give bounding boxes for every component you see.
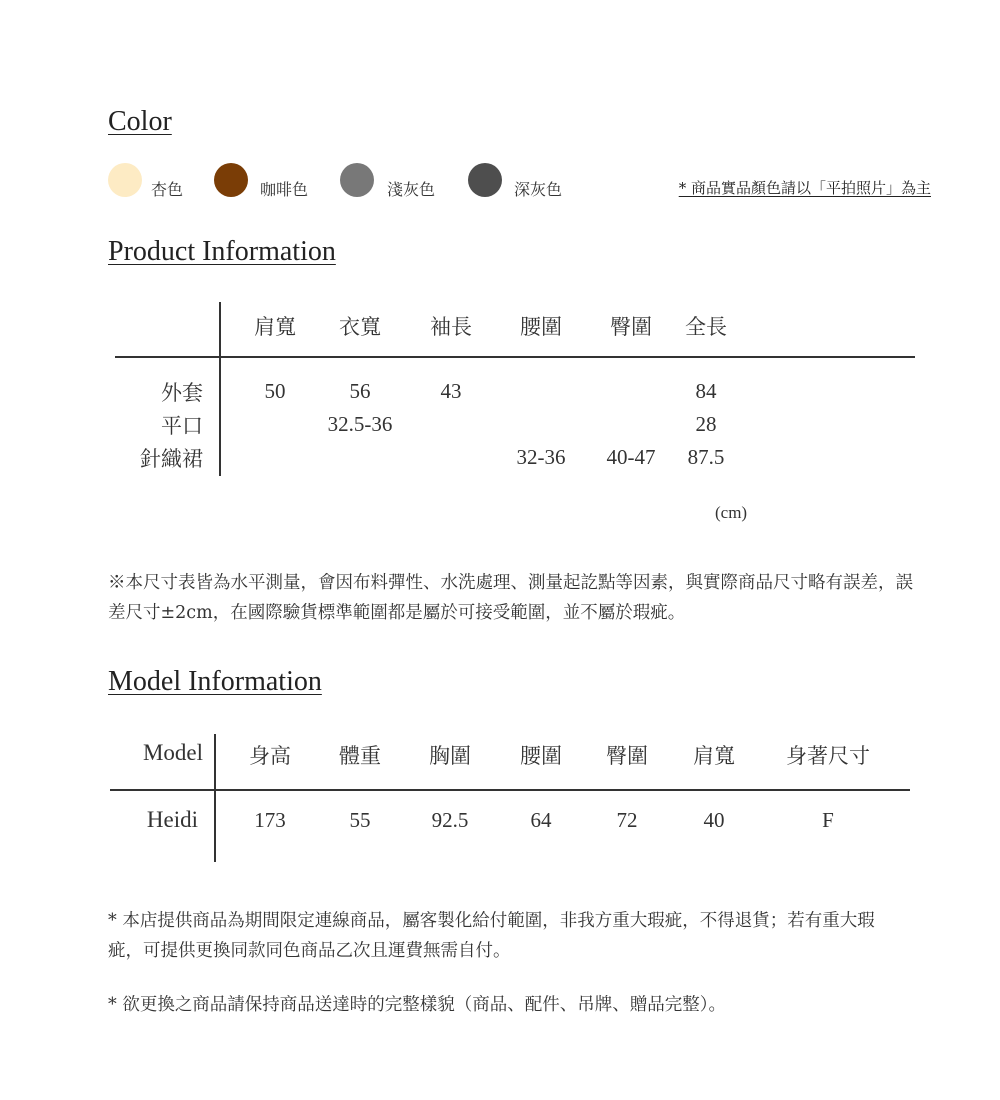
model-info-title: Model Information [108, 666, 322, 697]
table-cell: 50 [264, 379, 286, 403]
table-cell: 28 [695, 412, 717, 436]
row-label-jacket: 外套 [161, 381, 203, 405]
row-label-knit-skirt: 針織裙 [140, 447, 203, 471]
row-label-tube-top: 平口 [161, 414, 203, 438]
col-header-shoulder: 肩寬 [254, 315, 296, 339]
table-cell: 55 [349, 808, 371, 832]
table-cell: 43 [440, 379, 462, 403]
color-title: Color [108, 106, 172, 137]
measurement-note: ※本尺寸表皆為水平測量，會因布料彈性、水洗處理、測量起訖點等因素，與實際商品尺寸略有誤差，誤差尺寸±2cm，在國際驗貨標準範圍都是屬於可接受範圍，並不屬於瑕疵。 [108, 573, 913, 623]
table-cell: 87.5 [687, 445, 725, 469]
table-divider-vertical [214, 734, 216, 862]
color-disclaimer: * 商品實品顏色請以「平拍照片」為主 [678, 179, 931, 197]
swatch-label: 咖啡色 [260, 180, 309, 199]
col-header-hip: 臀圍 [610, 315, 652, 339]
model-name: Heidi [146, 807, 198, 832]
table-cell: 84 [695, 379, 717, 403]
swatch-coffee [214, 163, 248, 197]
table-cell: 40 [703, 808, 725, 832]
product-info-title: Product Information [108, 236, 336, 267]
table-cell: F [822, 808, 834, 832]
swatch-light-gray [340, 163, 374, 197]
table-cell: 56 [349, 379, 371, 403]
col-header-height: 身高 [249, 744, 291, 768]
table-divider-horizontal [110, 789, 910, 791]
col-header-waist: 腰圍 [520, 315, 562, 339]
col-header-bust: 胸圍 [429, 744, 471, 768]
table-cell: 40-47 [606, 445, 656, 469]
col-header-weight: 體重 [339, 744, 381, 768]
col-header-sleeve: 袖長 [430, 315, 472, 339]
exchange-condition-note: * 欲更換之商品請保持商品送達時的完整樣貌（商品、配件、吊牌、贈品完整）。 [108, 995, 727, 1015]
col-header-hip: 臀圍 [606, 744, 648, 768]
swatch-label: 杏色 [151, 180, 184, 199]
table-divider-horizontal [115, 356, 915, 358]
table-cell: 64 [530, 808, 552, 832]
table-cell: 92.5 [431, 808, 469, 832]
swatch-label: 淺灰色 [387, 180, 436, 199]
table-cell: 32-36 [516, 445, 566, 469]
col-header-width: 衣寬 [339, 315, 381, 339]
swatch-label: 深灰色 [514, 180, 563, 199]
table-cell: 72 [616, 808, 638, 832]
table-cell: 32.5-36 [327, 412, 393, 436]
table-divider-vertical [219, 302, 221, 476]
model-corner-label: Model [142, 740, 203, 765]
unit-label: (cm) [715, 503, 748, 522]
col-header-length: 全長 [685, 315, 727, 339]
swatch-apricot [108, 163, 142, 197]
return-policy-note: * 本店提供商品為期間限定連線商品，屬客製化給付範圍，非我方重大瑕疵，不得退貨；若有重大瑕疵，可提供更換同款同色商品乙次且運費無需自付。 [108, 911, 875, 961]
col-header-waist: 腰圍 [520, 744, 562, 768]
col-header-shoulder: 肩寬 [693, 744, 735, 768]
table-cell: 173 [254, 808, 286, 832]
col-header-size-worn: 身著尺寸 [786, 744, 870, 768]
swatch-dark-gray [468, 163, 502, 197]
